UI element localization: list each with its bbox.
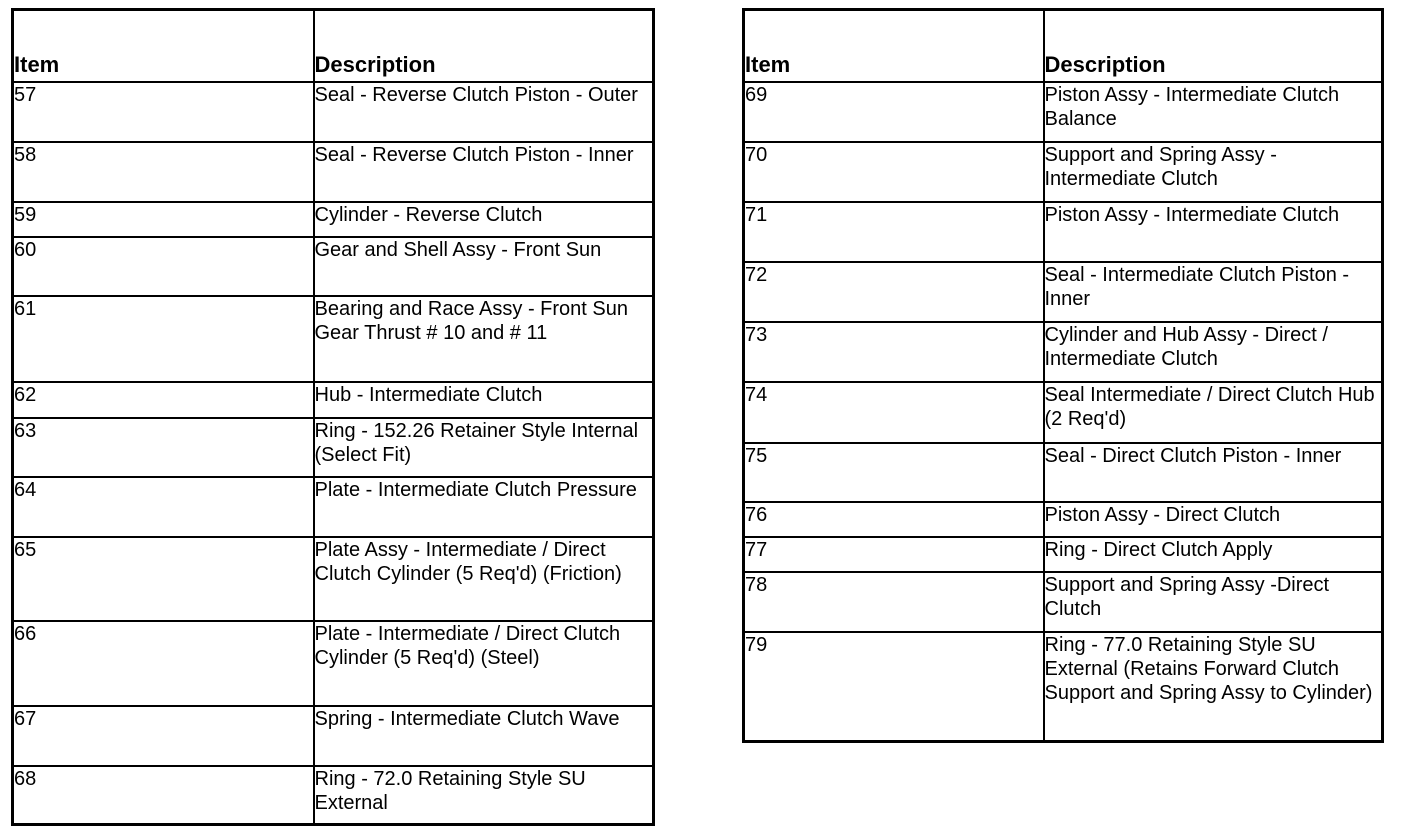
table-row (744, 537, 1383, 572)
item-number: 68 (13, 766, 314, 824)
item-description: Piston Assy - Intermediate Clutch Balance (1044, 82, 1383, 142)
item-description: Plate - Intermediate / Direct Clutch Cylinder (5 Req'd) (Steel) (314, 621, 654, 706)
item-column-header: Item (744, 10, 1044, 83)
item-number: 74 (744, 382, 1044, 443)
item-number: 70 (744, 142, 1044, 202)
item-description: Cylinder - Reverse Clutch (314, 202, 654, 237)
item-description: Seal - Reverse Clutch Piston - Outer (314, 82, 654, 142)
item-number: 79 (744, 632, 1044, 741)
table-row (744, 142, 1383, 202)
item-description: Seal - Direct Clutch Piston - Inner (1044, 443, 1383, 502)
item-description: Ring - 77.0 Retaining Style SU External (Retains Forward Clutch Support and Spring Assy to Cylinder) (1044, 632, 1383, 741)
table-row (13, 537, 654, 621)
item-description: Gear and Shell Assy - Front Sun (314, 237, 654, 296)
description-column-header: Description (1044, 10, 1383, 83)
item-number: 66 (13, 621, 314, 706)
table-row (744, 262, 1383, 322)
item-description: Support and Spring Assy - Intermediate Clutch (1044, 142, 1383, 202)
table-row (13, 382, 654, 418)
item-description: Piston Assy - Intermediate Clutch (1044, 202, 1383, 262)
item-description: Plate - Intermediate Clutch Pressure (314, 477, 654, 537)
table-row (744, 632, 1383, 741)
item-number: 64 (13, 477, 314, 537)
table-row (13, 706, 654, 766)
parts-table-left (11, 8, 655, 826)
item-description: Seal - Intermediate Clutch Piston - Inner (1044, 262, 1383, 322)
item-number: 67 (13, 706, 314, 766)
item-number: 73 (744, 322, 1044, 382)
parts-table-right (742, 8, 1384, 743)
table-row (13, 477, 654, 537)
table-row (13, 418, 654, 477)
table-row (13, 237, 654, 296)
item-number: 77 (744, 537, 1044, 572)
item-number: 76 (744, 502, 1044, 537)
table-row (744, 382, 1383, 443)
item-column-header: Item (13, 10, 314, 83)
table-row (13, 202, 654, 237)
item-description: Support and Spring Assy -Direct Clutch (1044, 572, 1383, 632)
header-row (13, 10, 654, 83)
table-row (744, 82, 1383, 142)
item-number: 59 (13, 202, 314, 237)
item-number: 63 (13, 418, 314, 477)
item-number: 57 (13, 82, 314, 142)
description-column-header: Description (314, 10, 654, 83)
item-description: Ring - 152.26 Retainer Style Internal (Select Fit) (314, 418, 654, 477)
table-row (744, 443, 1383, 502)
item-number: 65 (13, 537, 314, 621)
item-description: Seal - Reverse Clutch Piston - Inner (314, 142, 654, 202)
item-number: 71 (744, 202, 1044, 262)
table-row (13, 82, 654, 142)
item-number: 62 (13, 382, 314, 418)
item-description: Spring - Intermediate Clutch Wave (314, 706, 654, 766)
item-description: Bearing and Race Assy - Front Sun Gear Thrust # 10 and # 11 (314, 296, 654, 382)
item-description: Plate Assy - Intermediate / Direct Clutch Cylinder (5 Req'd) (Friction) (314, 537, 654, 621)
header-row (744, 10, 1383, 83)
table-row (744, 572, 1383, 632)
table-row (13, 142, 654, 202)
item-number: 58 (13, 142, 314, 202)
table-row (744, 502, 1383, 537)
item-description: Hub - Intermediate Clutch (314, 382, 654, 418)
item-description: Cylinder and Hub Assy - Direct / Intermediate Clutch (1044, 322, 1383, 382)
item-description: Piston Assy - Direct Clutch (1044, 502, 1383, 537)
item-description: Seal Intermediate / Direct Clutch Hub (2 Req'd) (1044, 382, 1383, 443)
item-description: Ring - 72.0 Retaining Style SU External (314, 766, 654, 824)
item-number: 72 (744, 262, 1044, 322)
table-row (13, 621, 654, 706)
table-row (13, 766, 654, 824)
item-number: 69 (744, 82, 1044, 142)
table-row (744, 202, 1383, 262)
item-number: 75 (744, 443, 1044, 502)
item-number: 78 (744, 572, 1044, 632)
table-row (13, 296, 654, 382)
item-description: Ring - Direct Clutch Apply (1044, 537, 1383, 572)
item-number: 60 (13, 237, 314, 296)
item-number: 61 (13, 296, 314, 382)
table-row (744, 322, 1383, 382)
